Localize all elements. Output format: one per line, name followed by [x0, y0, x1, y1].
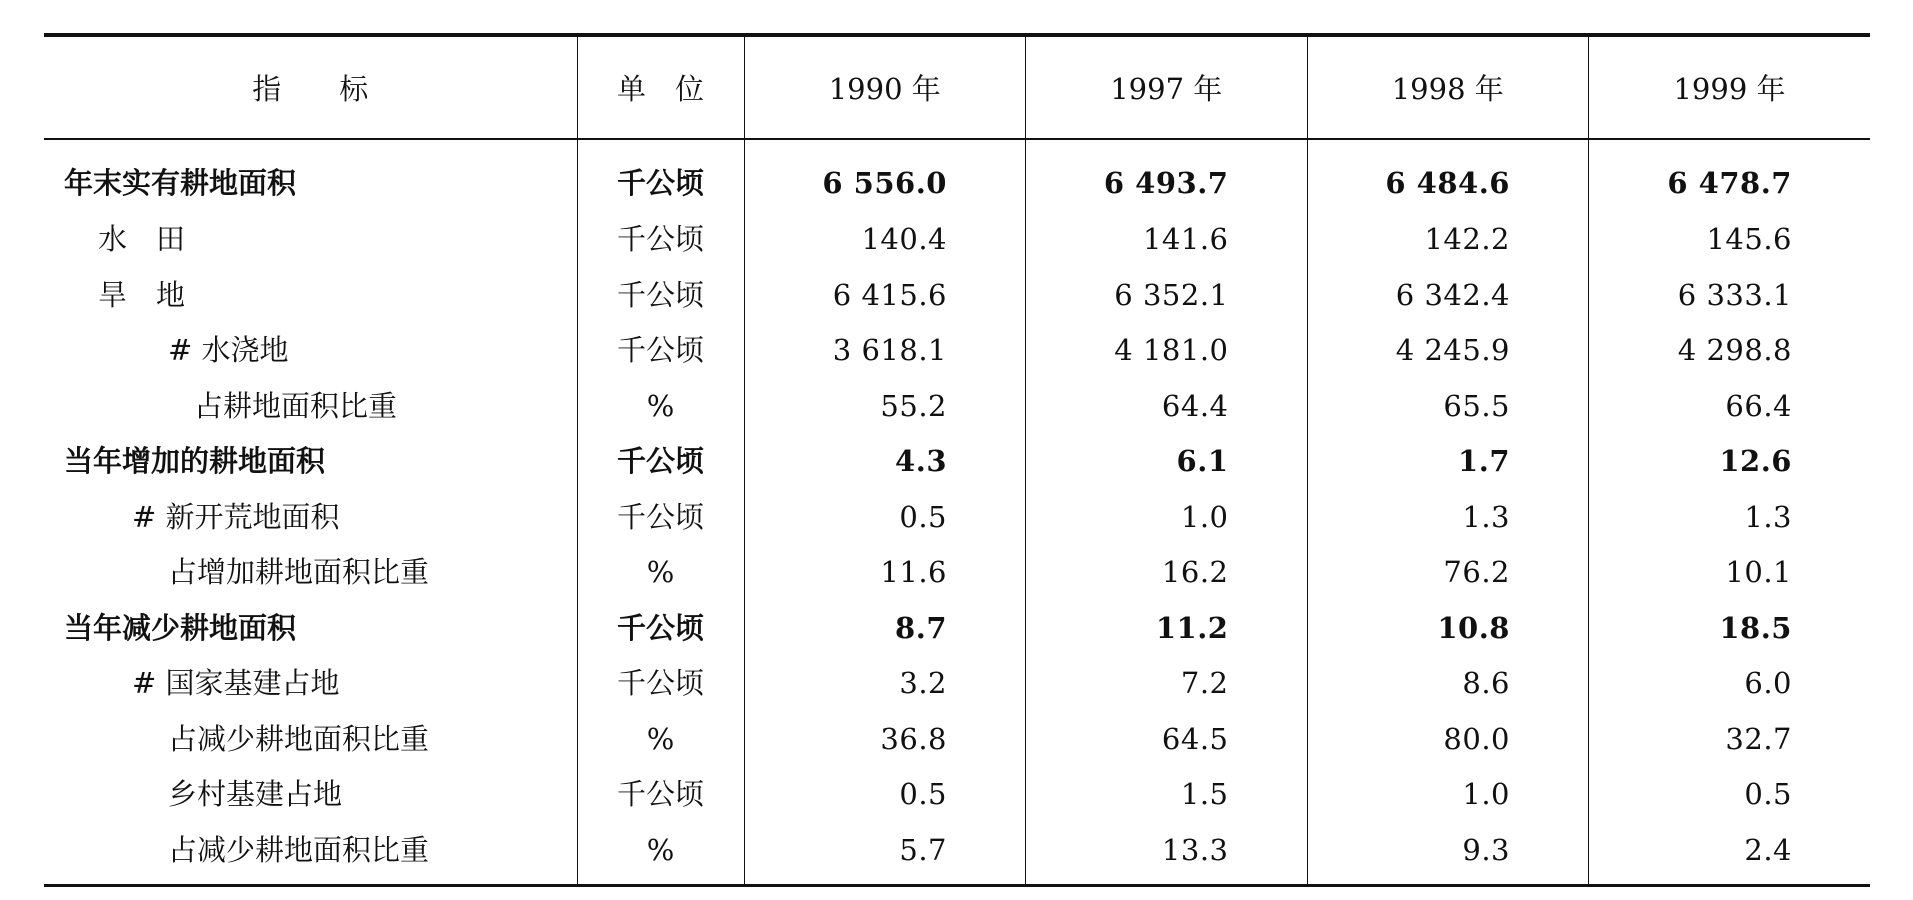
row-value-1990: 3 618.1: [744, 323, 1026, 379]
table-row: [44, 490, 1870, 546]
row-indicator: 占耕地面积比重: [194, 388, 398, 423]
row-value-1998: 6 342.4: [1307, 268, 1589, 324]
row-value-1997: 6.1: [1026, 434, 1308, 490]
header-year-1990: 1990 年: [744, 35, 1026, 139]
row-value-1997: 16.2: [1026, 545, 1308, 601]
row-value-1999: 2.4: [1589, 823, 1871, 886]
row-value-1999: 4 298.8: [1589, 323, 1871, 379]
row-value-1997: 64.5: [1026, 712, 1308, 768]
row-indicator: # 新开荒地面积: [132, 499, 340, 534]
row-value-1998: 6 484.6: [1307, 139, 1589, 212]
header-indicator: 指 标: [44, 35, 577, 139]
table-row: [44, 379, 1870, 435]
row-value-1990: 0.5: [744, 490, 1026, 546]
row-unit: %: [577, 712, 744, 768]
header-year-1998: 1998 年: [1307, 35, 1589, 139]
table-row: [44, 268, 1870, 324]
row-value-1998: 80.0: [1307, 712, 1589, 768]
row-value-1999: 145.6: [1589, 212, 1871, 268]
row-unit: 千公顷: [577, 434, 744, 490]
row-value-1999: 66.4: [1589, 379, 1871, 435]
row-indicator: 水 田: [98, 222, 186, 257]
row-value-1990: 5.7: [744, 823, 1026, 886]
row-value-1997: 6 352.1: [1026, 268, 1308, 324]
row-value-1990: 3.2: [744, 656, 1026, 712]
row-value-1998: 142.2: [1307, 212, 1589, 268]
row-value-1998: 8.6: [1307, 656, 1589, 712]
row-value-1999: 10.1: [1589, 545, 1871, 601]
row-value-1998: 1.0: [1307, 767, 1589, 823]
row-value-1999: 12.6: [1589, 434, 1871, 490]
row-unit: 千公顷: [577, 490, 744, 546]
row-unit: 千公顷: [577, 212, 744, 268]
row-unit: 千公顷: [577, 139, 744, 212]
row-value-1990: 6 556.0: [744, 139, 1026, 212]
row-indicator: # 国家基建占地: [132, 666, 340, 701]
row-value-1997: 64.4: [1026, 379, 1308, 435]
row-unit: %: [577, 545, 744, 601]
row-value-1990: 140.4: [744, 212, 1026, 268]
row-indicator: # 水浇地: [168, 333, 289, 368]
row-value-1999: 0.5: [1589, 767, 1871, 823]
row-value-1998: 76.2: [1307, 545, 1589, 601]
row-unit: 千公顷: [577, 601, 744, 657]
table-row: [44, 323, 1870, 379]
row-value-1997: 13.3: [1026, 823, 1308, 886]
header-unit: 单 位: [577, 35, 744, 139]
header-year-1997: 1997 年: [1026, 35, 1308, 139]
row-unit: 千公顷: [577, 767, 744, 823]
farmland-statistics-table: [44, 33, 1870, 887]
row-unit: 千公顷: [577, 656, 744, 712]
table-row: [44, 712, 1870, 768]
row-value-1999: 18.5: [1589, 601, 1871, 657]
row-unit: %: [577, 379, 744, 435]
row-value-1990: 55.2: [744, 379, 1026, 435]
row-value-1999: 32.7: [1589, 712, 1871, 768]
row-unit: %: [577, 823, 744, 886]
row-indicator: 旱 地: [98, 277, 186, 312]
row-value-1990: 6 415.6: [744, 268, 1026, 324]
row-unit: 千公顷: [577, 323, 744, 379]
table-row: [44, 545, 1870, 601]
row-value-1990: 36.8: [744, 712, 1026, 768]
table-header-row: [44, 35, 1870, 139]
row-value-1998: 10.8: [1307, 601, 1589, 657]
row-value-1990: 8.7: [744, 601, 1026, 657]
row-value-1997: 1.5: [1026, 767, 1308, 823]
table-row: [44, 139, 1870, 212]
row-value-1998: 1.7: [1307, 434, 1589, 490]
row-value-1998: 65.5: [1307, 379, 1589, 435]
farmland-table-container: [44, 33, 1870, 887]
table-row: [44, 656, 1870, 712]
row-value-1997: 141.6: [1026, 212, 1308, 268]
row-indicator: 年末实有耕地面积: [64, 165, 297, 200]
row-value-1990: 4.3: [744, 434, 1026, 490]
row-value-1990: 11.6: [744, 545, 1026, 601]
row-indicator: 占减少耕地面积比重: [44, 823, 577, 886]
row-indicator: 占增加耕地面积比重: [168, 555, 430, 590]
table-row: [44, 767, 1870, 823]
table-row: [44, 823, 1870, 886]
header-year-1999: 1999 年: [1589, 35, 1871, 139]
row-value-1997: 11.2: [1026, 601, 1308, 657]
row-value-1997: 7.2: [1026, 656, 1308, 712]
row-value-1997: 4 181.0: [1026, 323, 1308, 379]
row-value-1998: 4 245.9: [1307, 323, 1589, 379]
table-row: [44, 601, 1870, 657]
row-indicator: 占减少耕地面积比重: [168, 721, 430, 756]
row-unit: 千公顷: [577, 268, 744, 324]
row-value-1998: 9.3: [1307, 823, 1589, 886]
row-value-1998: 1.3: [1307, 490, 1589, 546]
row-value-1999: 1.3: [1589, 490, 1871, 546]
row-value-1999: 6 478.7: [1589, 139, 1871, 212]
table-row: [44, 212, 1870, 268]
row-indicator: 乡村基建占地: [168, 777, 343, 812]
row-value-1997: 6 493.7: [1026, 139, 1308, 212]
row-value-1999: 6.0: [1589, 656, 1871, 712]
row-value-1999: 6 333.1: [1589, 268, 1871, 324]
table-row: [44, 434, 1870, 490]
row-value-1997: 1.0: [1026, 490, 1308, 546]
row-indicator: 当年减少耕地面积: [64, 610, 297, 645]
row-indicator: 当年增加的耕地面积: [64, 444, 326, 479]
row-value-1990: 0.5: [744, 767, 1026, 823]
